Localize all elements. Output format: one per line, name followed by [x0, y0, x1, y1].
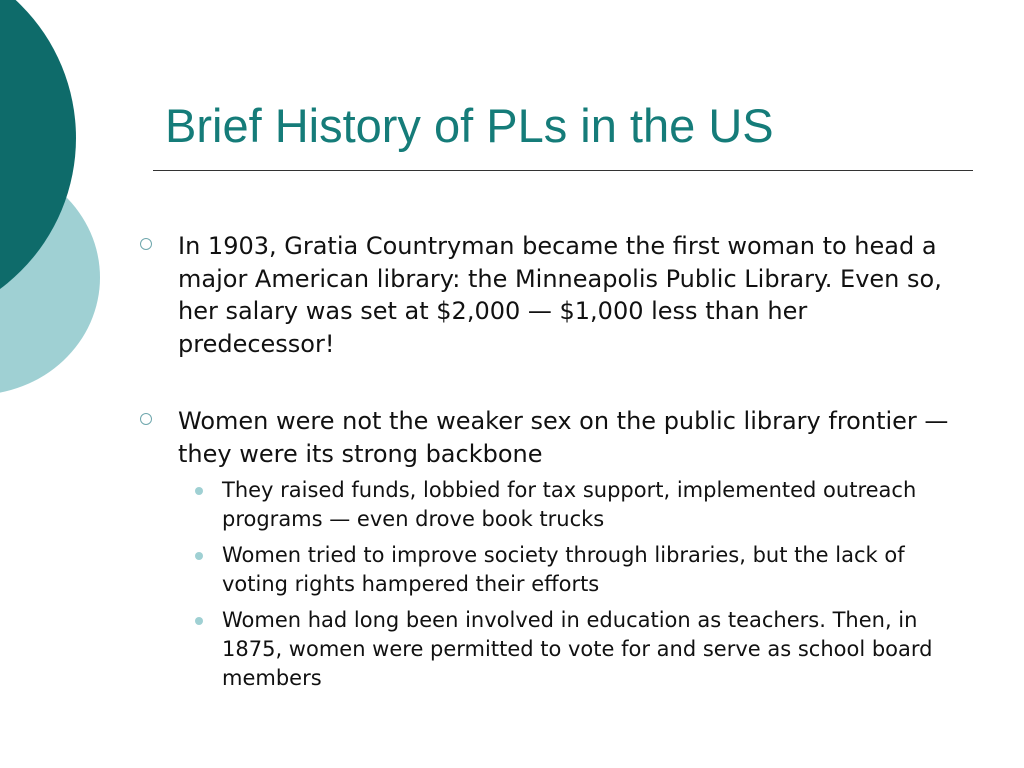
slide-title: Brief History of PLs in the US — [165, 99, 774, 152]
filled-dot-bullet-icon — [195, 552, 203, 560]
bullet-text: Women were not the weaker sex on the public library frontier — they were its strong backbone — [178, 407, 949, 468]
bullet-item — [136, 405, 966, 693]
subbullet-text: Women tried to improve society through libraries, but the lack of voting rights hampered their efforts — [222, 543, 905, 596]
hollow-circle-bullet-icon — [140, 238, 152, 250]
filled-dot-bullet-icon — [195, 487, 203, 495]
bullet-item — [136, 230, 966, 360]
subbullet-text: They raised funds, lobbied for tax support, implemented outreach programs — even drove book trucks — [222, 478, 917, 531]
bullet-text: In 1903, Gratia Countryman became the first woman to head a major American library: the Minneapolis Public Library. Even so, her salary was set at $2,000 — $1,000 less than her predecessor! — [178, 232, 942, 358]
title-divider — [153, 170, 973, 171]
bullet-list — [136, 230, 966, 738]
subbullet-item — [178, 606, 966, 693]
subbullet-text: Women had long been involved in education as teachers. Then, in 1875, women were permitted to vote for and serve as school board members — [222, 608, 933, 690]
subbullet-item — [178, 541, 966, 599]
hollow-circle-bullet-icon — [140, 413, 152, 425]
subbullet-item — [178, 476, 966, 534]
subbullet-list — [178, 476, 966, 693]
filled-dot-bullet-icon — [195, 617, 203, 625]
